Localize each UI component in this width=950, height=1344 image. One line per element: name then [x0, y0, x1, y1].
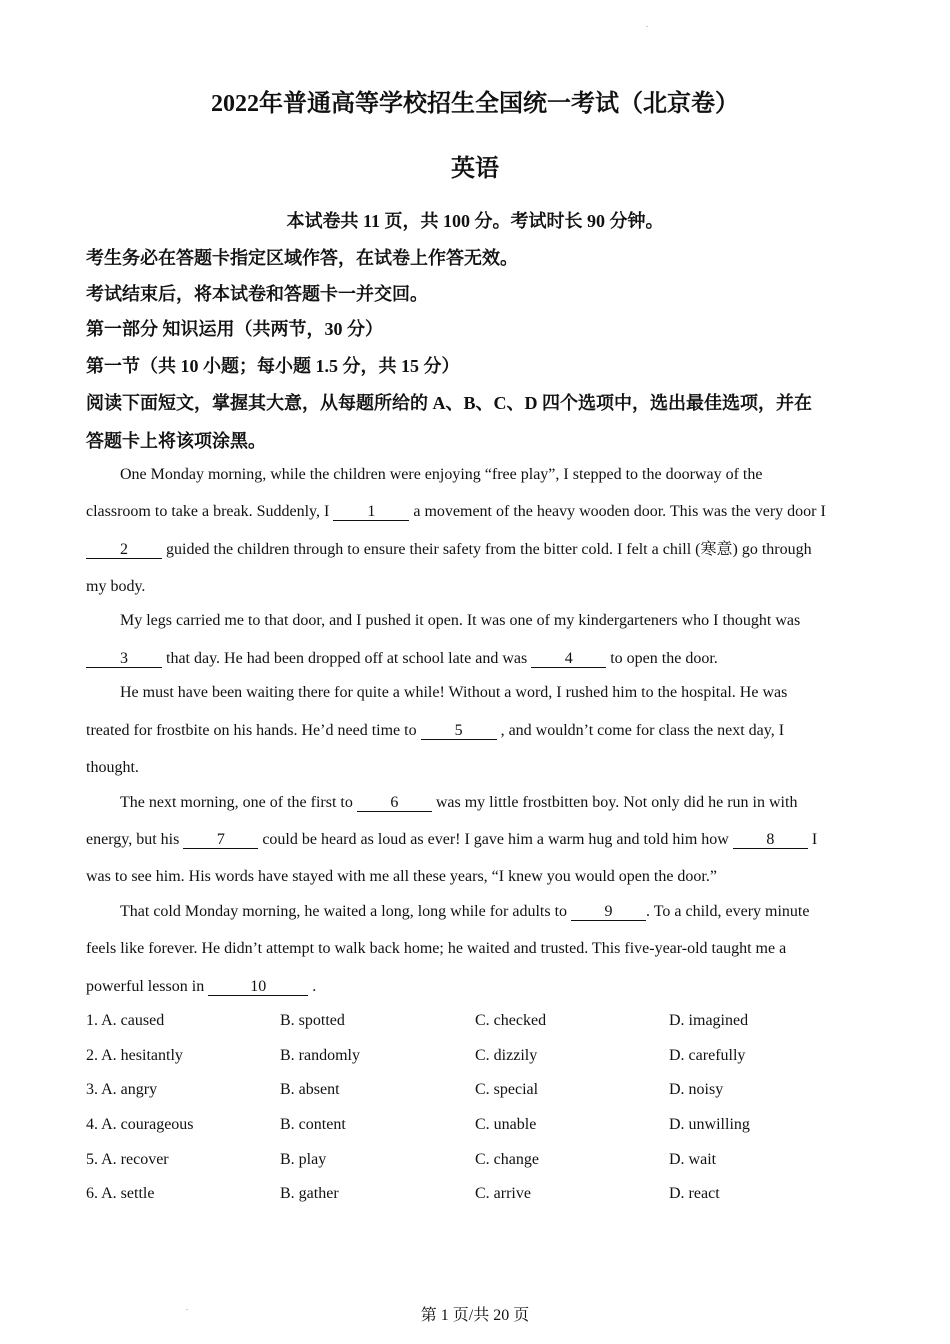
passage-text: that day. He had been dropped off at school late and was	[162, 650, 532, 667]
passage-text: I	[807, 831, 818, 848]
option-2d: D. carefully	[669, 1047, 746, 1064]
exam-title: 2022年普通高等学校招生全国统一考试（北京卷）	[211, 91, 739, 117]
option-2b: B. randomly	[280, 1047, 360, 1064]
passage-text: could be heard as loud as ever! I gave him a warm hug and told him how	[258, 831, 733, 848]
option-3b: B. absent	[280, 1081, 340, 1098]
option-6a: 6. A. settle	[86, 1185, 155, 1202]
passage-text: .	[308, 978, 317, 995]
option-1b: B. spotted	[280, 1012, 345, 1029]
option-4b: B. content	[280, 1116, 346, 1133]
option-4d: D. unwilling	[669, 1116, 750, 1133]
option-3c: C. special	[475, 1081, 539, 1098]
passage-line	[86, 502, 866, 522]
blank-9: 9	[571, 903, 646, 921]
option-6c: C. arrive	[475, 1185, 531, 1202]
option-4c: C. unable	[475, 1116, 537, 1133]
option-5c: C. change	[475, 1151, 539, 1168]
passage-text: That cold Monday morning, he waited a long, long while for adults to	[120, 903, 572, 920]
instruction-line-1: 考生务必在答题卡指定区域作答，在试卷上作答无效。	[86, 248, 518, 268]
blank-1: 1	[333, 503, 409, 521]
option-1c: C. checked	[475, 1012, 547, 1029]
passage-text: , and wouldn’t come for class the next day, I	[496, 722, 785, 739]
option-5a: 5. A. recover	[86, 1151, 169, 1168]
passage-line	[86, 830, 866, 850]
blank-10: 10	[208, 978, 308, 996]
passage-text: to open the door.	[606, 650, 718, 667]
option-6d: D. react	[669, 1185, 720, 1202]
option-1a: 1. A. caused	[86, 1012, 165, 1029]
passage-line	[120, 793, 900, 813]
blank-5: 5	[421, 722, 497, 740]
passage-text: treated for frostbite on his hands. He’d need time to	[86, 722, 421, 739]
scan-speck	[646, 26, 648, 27]
blank-6: 6	[357, 794, 432, 812]
option-4a: 4. A. courageous	[86, 1116, 194, 1133]
passage-line	[120, 902, 900, 922]
blank-2: 2	[86, 541, 162, 559]
blank-8: 8	[733, 831, 808, 849]
passage-text: The next morning, one of the first to	[120, 794, 357, 811]
passage-line: He must have been waiting there for quite a while! Without a word, I rushed him to the hospital. He was	[120, 684, 788, 701]
passage-text: classroom to take a break. Suddenly, I	[86, 503, 334, 520]
blank-3: 3	[86, 650, 162, 668]
blank-7: 7	[183, 831, 258, 849]
passage-line: thought.	[86, 759, 139, 776]
option-5d: D. wait	[669, 1151, 717, 1168]
section-heading: 第一节（共 10 小题；每小题 1.5 分，共 15 分）	[86, 356, 460, 376]
option-3d: D. noisy	[669, 1081, 724, 1098]
option-2c: C. dizzily	[475, 1047, 538, 1064]
part-heading: 第一部分 知识运用（共两节，30 分）	[86, 319, 383, 339]
passage-text: a movement of the heavy wooden door. This was the very door I	[409, 503, 826, 520]
page-number-footer: 第 1 页/共 20 页	[420, 1307, 530, 1324]
passage-text: was my little frostbitten boy. Not only did he run in with	[431, 794, 798, 811]
passage-text: guided the children through to ensure their safety from the bitter cold. I felt a chill (寒意) go through	[162, 541, 812, 558]
passage-text: powerful lesson in	[86, 978, 209, 995]
passage-text: energy, but his	[86, 831, 184, 848]
passage-line: feels like forever. He didn’t attempt to walk back home; he waited and trusted. This five-year-old taught me a	[86, 940, 787, 957]
directions-line-2: 答题卡上将该项涂黑。	[86, 431, 266, 451]
passage-line: One Monday morning, while the children were enjoying “free play”, I stepped to the doorway of the	[120, 466, 763, 483]
passage-line	[86, 540, 866, 560]
directions-line-1: 阅读下面短文，掌握其大意，从每题所给的 A、B、C、D 四个选项中，选出最佳选项，并在	[86, 393, 812, 413]
option-2a: 2. A. hesitantly	[86, 1047, 183, 1064]
option-5b: B. play	[280, 1151, 327, 1168]
passage-text: . To a child, every minute	[646, 903, 810, 920]
passage-line	[86, 977, 866, 997]
instruction-line-2: 考试结束后，将本试卷和答题卡一并交回。	[86, 284, 428, 304]
passage-line: my body.	[86, 578, 146, 595]
option-3a: 3. A. angry	[86, 1081, 158, 1098]
passage-line: My legs carried me to that door, and I pushed it open. It was one of my kindergarteners who I thought was	[120, 612, 801, 629]
option-6b: B. gather	[280, 1185, 339, 1202]
option-1d: D. imagined	[669, 1012, 749, 1029]
passage-line	[86, 721, 866, 741]
subject-title: 英语	[451, 156, 499, 182]
passage-line	[86, 649, 866, 669]
exam-info: 本试卷共 11 页，共 100 分。考试时长 90 分钟。	[286, 211, 664, 231]
passage-line: was to see him. His words have stayed with me all these years, “I knew you would open the door.”	[86, 868, 717, 885]
blank-4: 4	[531, 650, 606, 668]
